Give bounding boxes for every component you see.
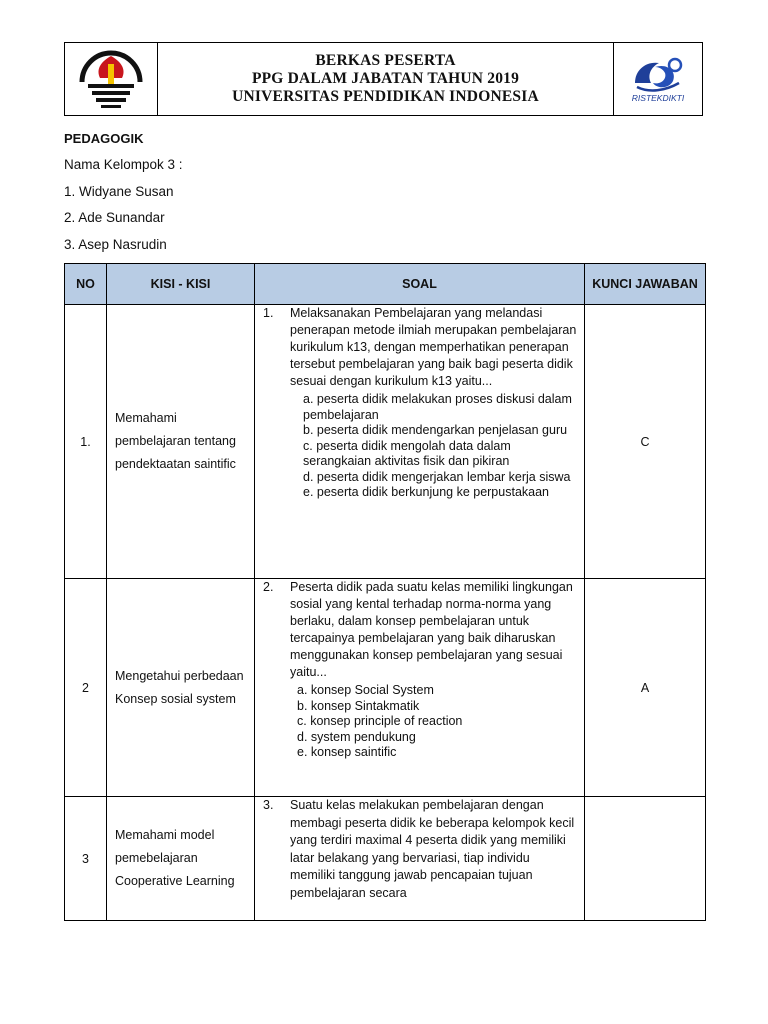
- title-line-1: BERKAS PESERTA: [315, 52, 456, 69]
- option-c: c. konsep principle of reaction: [297, 714, 463, 728]
- question-text: Melaksanakan Pembelajaran yang melandasi penerapan metode ilmiah merupakan pembelajaran kurikulum k13, dengan memperhatikan penerapan tersebut pembelajaran yang baik bagi peserta didik sesuai dengan kurikulum k13 yaitu...: [290, 306, 577, 388]
- question: [261, 579, 578, 681]
- header-kunci: KUNCI JAWABAN: [585, 264, 706, 305]
- option-e: e. peserta didik berkunjung ke perpustakaan: [303, 485, 549, 499]
- row-kunci: [585, 797, 706, 921]
- question-text: Peserta didik pada suatu kelas memiliki lingkungan sosial yang kental terhadap norma-norma yang berlaku, dalam konsep pembelajaran untuk tercapainya pembelajaran yang baik diharuskan menggunakan konsep pembelajaran yang sesuai yaitu...: [290, 580, 573, 679]
- title-line-2: PPG DALAM JABATAN TAHUN 2019: [251, 70, 520, 87]
- row-kunci: C: [585, 305, 706, 579]
- upi-logo-icon: [76, 48, 146, 110]
- row-soal: [255, 305, 585, 579]
- option-a: a. konsep Social System: [297, 683, 434, 697]
- title-line-3: UNIVERSITAS PENDIDIKAN INDONESIA: [232, 88, 539, 105]
- header-no: NO: [65, 264, 107, 305]
- row-no: 2: [65, 579, 107, 797]
- row-kisi: Memahami pembelajaran tentang pendektaatan saintific: [107, 305, 255, 579]
- option-a: a. peserta didik melakukan proses diskusi dalam pembelajaran: [303, 392, 572, 422]
- question: [261, 797, 578, 902]
- table-row: [65, 579, 706, 797]
- table-row: [65, 797, 706, 921]
- option-d: d. system pendukung: [297, 729, 416, 744]
- row-kisi: Mengetahui perbedaan Konsep sosial system: [107, 579, 255, 797]
- ristekdikti-logo-cell: [613, 43, 702, 115]
- document-header: [64, 42, 703, 116]
- row-no: 1.: [65, 305, 107, 579]
- row-kisi: Memahami model pemebelajaran Cooperative Learning: [107, 797, 255, 921]
- option-b: b. konsep Sintakmatik: [297, 698, 420, 713]
- question-number: 2.: [263, 580, 274, 594]
- option-e: e. konsep saintific: [297, 745, 397, 759]
- member-2: 2. Ade Sunandar: [64, 210, 165, 225]
- ristekdikti-logo-icon: [625, 53, 691, 105]
- svg-text:RISTEKDIKTI: RISTEKDIKTI: [631, 93, 685, 103]
- upi-logo-cell: [65, 43, 158, 115]
- question-table: [64, 263, 706, 921]
- table-row: [65, 305, 706, 579]
- question: [261, 305, 578, 390]
- answer-options: [261, 683, 578, 761]
- question-number: 1.: [263, 306, 274, 320]
- section-title: PEDAGOGIK: [64, 131, 144, 146]
- row-no: 3: [65, 797, 107, 921]
- option-c: c. peserta didik mengolah data dalam serangkaian aktivitas fisik dan pikiran: [303, 438, 511, 468]
- member-1: 1. Widyane Susan: [64, 184, 174, 199]
- row-kunci: A: [585, 579, 706, 797]
- table-header-row: [65, 264, 706, 305]
- header-kisi: KISI - KISI: [107, 264, 255, 305]
- member-3: 3. Asep Nasrudin: [64, 237, 167, 252]
- group-label: Nama Kelompok 3 :: [64, 157, 183, 172]
- document-title: [158, 43, 613, 115]
- header-soal: SOAL: [255, 264, 585, 305]
- row-soal: [255, 579, 585, 797]
- answer-options: [261, 392, 578, 501]
- option-d: d. peserta didik mengerjakan lembar kerja siswa: [303, 469, 571, 484]
- row-soal: [255, 797, 585, 921]
- option-b: b. peserta didik mendengarkan penjelasan guru: [303, 423, 568, 437]
- question-number: 3.: [263, 798, 274, 812]
- question-text: Suatu kelas melakukan pembelajaran dengan membagi peserta didik ke beberapa kelompok kecil yang terdiri maximal 4 peserta didik yang memiliki latar belakang yang bervariasi, tiap individu memiliki tanggung jawab pencapaian tujuan pembelajaran secara: [290, 798, 575, 900]
